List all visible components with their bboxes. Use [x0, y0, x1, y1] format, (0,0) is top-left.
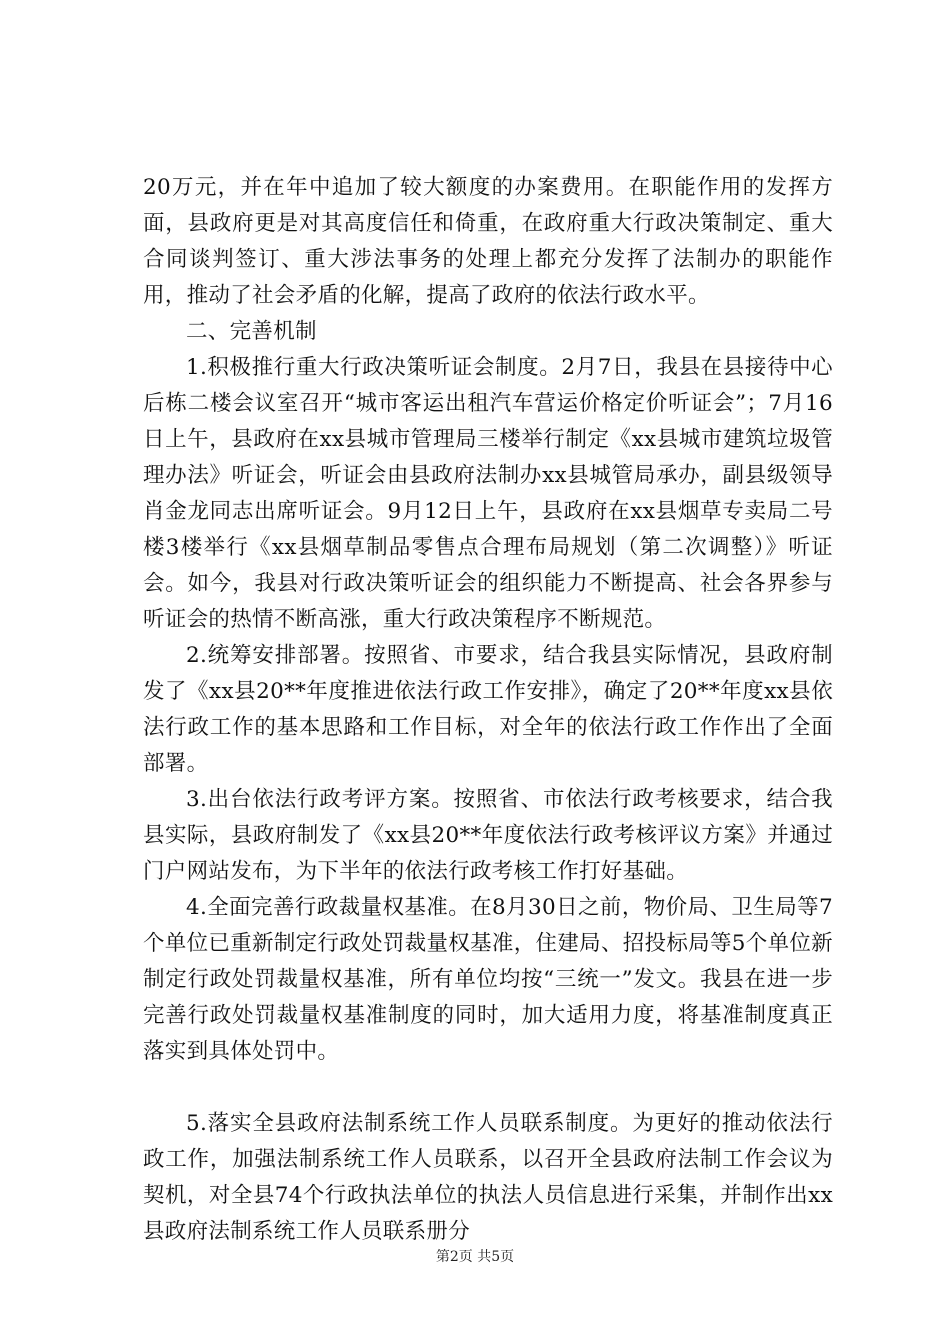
- page-number-footer: 第2页 共5页: [435, 1249, 515, 1265]
- paragraph-item-2: 2.统筹安排部署。按照省、市要求，结合我县实际情况，县政府制发了《xx县20**年度推进依法行政工作安排》，确定了20**年度xx县依法行政工作的基本思路和工作目标，对全年的依法行政工作作出了全面部署。: [143, 643, 833, 776]
- paragraph-continuation: 20万元，并在年中追加了较大额度的办案费用。在职能作用的发挥方面，县政府更是对其高度信任和倚重，在政府重大行政决策制定、重大合同谈判签订、重大涉法事务的处理上都充分发挥了法制办的职能作用，推动了社会矛盾的化解，提高了政府的依法行政水平。: [143, 175, 833, 308]
- paragraph-item-3: 3.出台依法行政考评方案。按照省、市依法行政考核要求，结合我县实际，县政府制发了《xx县20**年度依法行政考核评议方案》并通过门户网站发布，为下半年的依法行政考核工作打好基础。: [143, 787, 833, 884]
- paragraph-item-4: 4.全面完善行政裁量权基准。在8月30日之前，物价局、卫生局等7个单位已重新制定行政处罚裁量权基准，住建局、招投标局等5个单位新制定行政处罚裁量权基准，所有单位均按“三统一”发文。我县在进一步完善行政处罚裁量权基准制度的同时，加大适用力度，将基准制度真正落实到具体处罚中。: [143, 895, 833, 1064]
- document-body: [143, 170, 833, 1250]
- paragraph-item-1: 1.积极推行重大行政决策听证会制度。2月7日，我县在县接待中心后栋二楼会议室召开“城市客运出租汽车营运价格定价听证会”；7月16日上午，县政府在xx县城市管理局三楼举行制定《xx县城市建筑垃圾管理办法》听证会，听证会由县政府法制办xx县城管局承办，副县级领导肖金龙同志出席听证会。9月12日上午，县政府在xx县烟草专卖局二号楼3楼举行《xx县烟草制品零售点合理布局规划（第二次调整）》听证会。如今，我县对行政决策听证会的组织能力不断提高、社会各界参与听证会的热情不断高涨，重大行政决策程序不断规范。: [143, 355, 833, 632]
- section-heading: 二、完善机制: [186, 319, 317, 344]
- paragraph-item-5: 5.落实全县政府法制系统工作人员联系制度。为更好的推动依法行政工作，加强法制系统工作人员联系，以召开全县政府法制工作会议为契机，对全县74个行政执法单位的执法人员信息进行采集，并制作出xx县政府法制系统工作人员联系册分: [143, 1111, 833, 1244]
